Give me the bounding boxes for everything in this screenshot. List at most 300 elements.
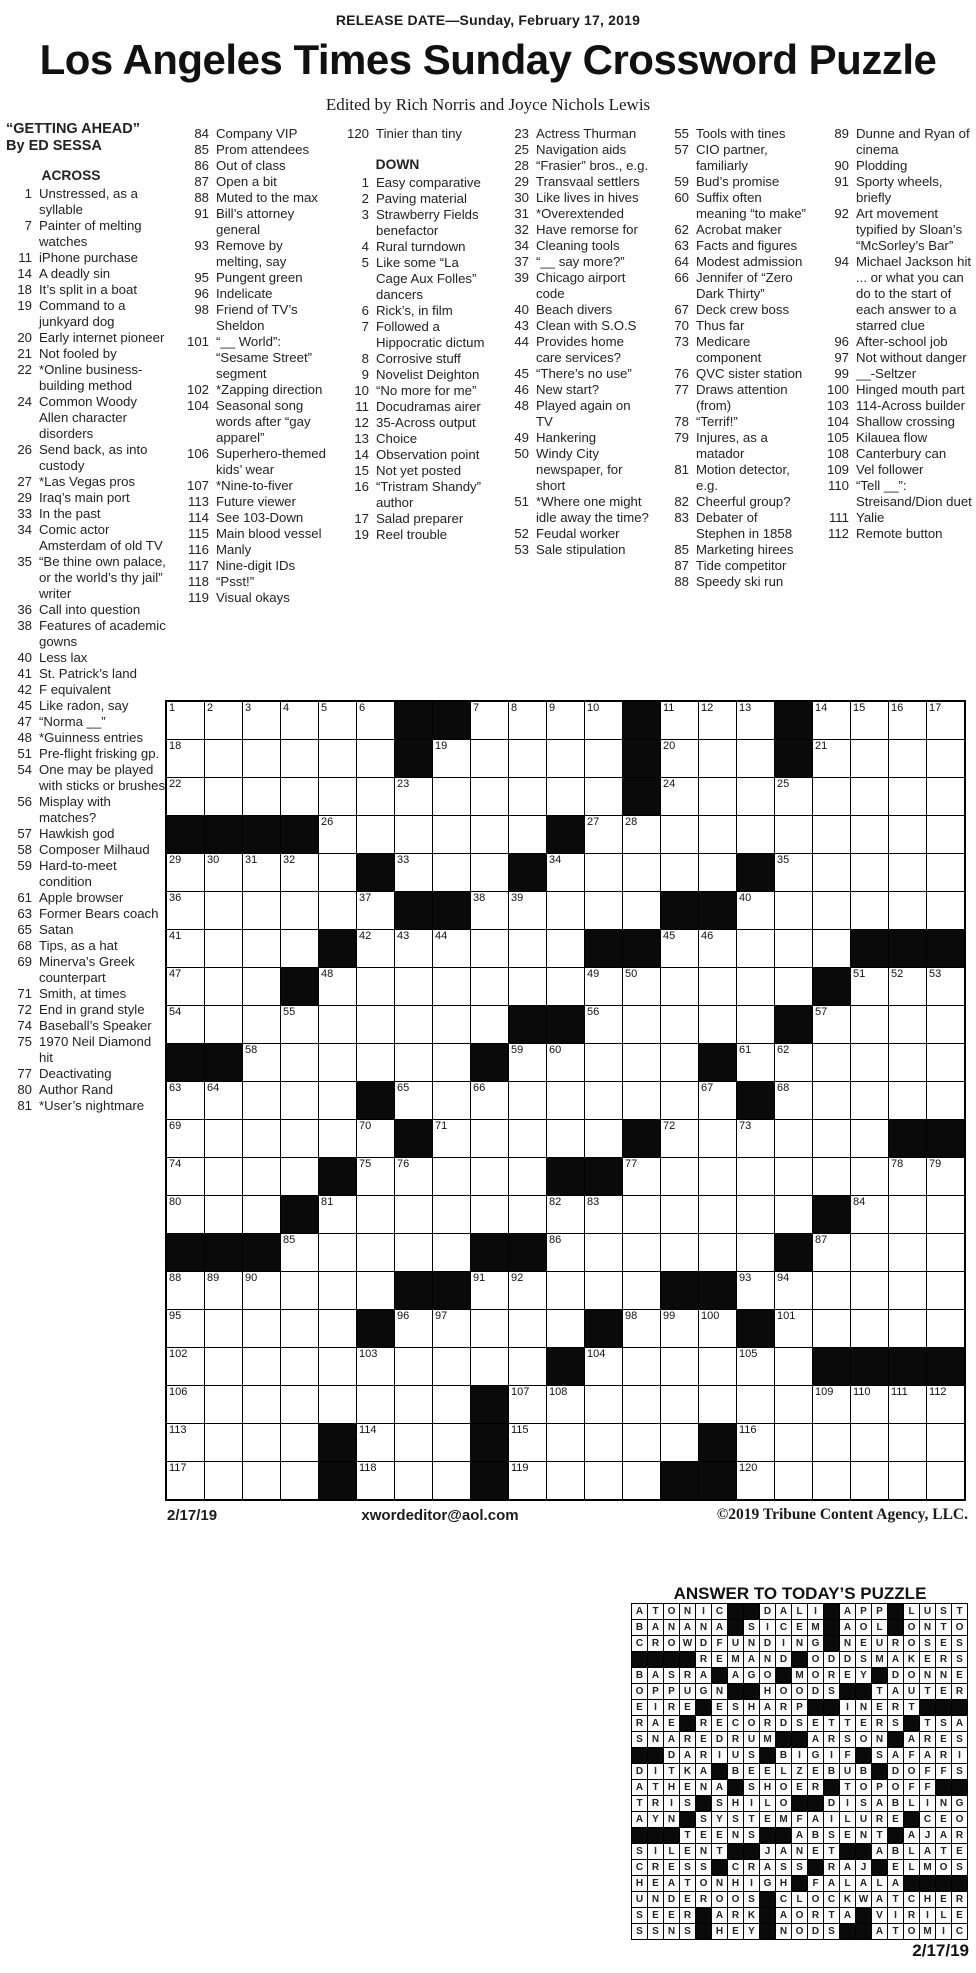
grid-cell bbox=[824, 1892, 839, 1907]
clue-number: 59 bbox=[674, 174, 689, 189]
grid-cell bbox=[632, 1860, 647, 1875]
grid-cell bbox=[281, 1120, 318, 1157]
clue bbox=[657, 142, 810, 174]
grid-cell bbox=[167, 740, 204, 777]
answer-letter: O bbox=[907, 1766, 916, 1777]
cell-number: 82 bbox=[549, 1196, 562, 1208]
answer-letter: L bbox=[668, 1846, 675, 1857]
grid-cell bbox=[357, 1006, 394, 1043]
clue-text: Command to a junkyard dog bbox=[39, 298, 126, 329]
grid-cell bbox=[904, 1780, 919, 1795]
clue bbox=[6, 218, 166, 250]
grid-cell bbox=[632, 1604, 647, 1619]
grid-cell bbox=[936, 1684, 951, 1699]
clue-number: 77 bbox=[674, 382, 689, 397]
clue-number: 57 bbox=[17, 826, 32, 841]
grid-cell bbox=[808, 1924, 823, 1939]
clue-column-6 bbox=[817, 126, 973, 542]
black-cell bbox=[167, 816, 204, 853]
grid-cell bbox=[776, 1748, 791, 1763]
grid-cell bbox=[744, 1812, 759, 1827]
answer-letter: C bbox=[715, 1606, 724, 1617]
clue bbox=[497, 382, 650, 398]
answer-letter: N bbox=[699, 1782, 708, 1793]
grid-cell bbox=[808, 1684, 823, 1699]
answer-letter: U bbox=[731, 1750, 740, 1761]
grid-cell bbox=[357, 1120, 394, 1157]
grid-cell bbox=[728, 1732, 743, 1747]
clue bbox=[657, 270, 810, 302]
grid-cell bbox=[509, 892, 546, 929]
grid-cell bbox=[888, 1748, 903, 1763]
grid-cell bbox=[281, 740, 318, 777]
grid-cell bbox=[699, 1348, 736, 1385]
grid-cell bbox=[920, 1748, 935, 1763]
cell-number: 52 bbox=[891, 968, 904, 980]
grid-cell bbox=[936, 1892, 951, 1907]
grid-cell bbox=[920, 1764, 935, 1779]
grid-cell bbox=[471, 1196, 508, 1233]
clue bbox=[497, 206, 650, 222]
clue-text: Remove by melting, say bbox=[216, 238, 287, 269]
clue-text: Tools with tines bbox=[696, 126, 786, 141]
cell-number: 38 bbox=[473, 892, 486, 904]
grid-cell bbox=[920, 1892, 935, 1907]
black-cell bbox=[775, 702, 812, 739]
grid-cell bbox=[808, 1764, 823, 1779]
clue bbox=[657, 318, 810, 334]
grid-cell bbox=[728, 1828, 743, 1843]
grid-cell bbox=[936, 1924, 951, 1939]
grid-cell bbox=[904, 1636, 919, 1651]
clue bbox=[6, 362, 166, 394]
clue-text: Corrosive stuff bbox=[376, 351, 461, 366]
grid-cell bbox=[547, 1386, 584, 1423]
answer-letter: F bbox=[940, 1766, 947, 1777]
grid-cell bbox=[920, 1604, 935, 1619]
answer-letter: H bbox=[635, 1878, 644, 1889]
across-clues-2 bbox=[177, 126, 328, 606]
grid-cell bbox=[737, 1158, 774, 1195]
clue-text: Superhero-themed kids’ wear bbox=[216, 446, 326, 477]
clue bbox=[337, 447, 488, 463]
answer-date: 2/17/19 bbox=[912, 1941, 969, 1960]
answer-letter: N bbox=[795, 1846, 804, 1857]
answer-letter: S bbox=[732, 1814, 739, 1825]
across-heading: ACROSS bbox=[41, 168, 101, 183]
grid-cell bbox=[920, 1908, 935, 1923]
grid-cell bbox=[648, 1812, 663, 1827]
grid-cell bbox=[205, 968, 242, 1005]
answer-letter: O bbox=[811, 1894, 820, 1905]
answer-letter: D bbox=[827, 1654, 836, 1665]
clue-text: “Frasier” bros., e.g. bbox=[536, 158, 649, 173]
cell-number: 93 bbox=[739, 1272, 752, 1284]
grid-cell bbox=[319, 1120, 356, 1157]
clue-number: 102 bbox=[186, 382, 209, 397]
grid-cell bbox=[776, 1716, 791, 1731]
grid-cell bbox=[712, 1924, 727, 1939]
answer-letter: A bbox=[875, 1926, 884, 1937]
grid-cell bbox=[243, 1424, 280, 1461]
answer-letter: O bbox=[907, 1926, 916, 1937]
cell-number: 7 bbox=[473, 702, 480, 714]
clue-text: Author Rand bbox=[39, 1082, 114, 1097]
grid-cell bbox=[433, 740, 470, 777]
clue-text: Feudal worker bbox=[536, 526, 620, 541]
clue-text: 1970 Neil Diamond hit bbox=[39, 1034, 152, 1065]
clue-number: 120 bbox=[346, 126, 369, 141]
answer-letter: A bbox=[843, 1606, 852, 1617]
answer-letter: S bbox=[796, 1718, 803, 1729]
grid-cell bbox=[760, 1700, 775, 1715]
answer-letter: T bbox=[716, 1846, 723, 1857]
clue-number: 100 bbox=[826, 382, 849, 397]
grid-cell bbox=[856, 1764, 871, 1779]
grid-cell bbox=[632, 1684, 647, 1699]
down-clues-2 bbox=[497, 126, 650, 558]
cell-number: 113 bbox=[169, 1424, 187, 1436]
grid-cell bbox=[661, 816, 698, 853]
clue-text: Call into question bbox=[39, 602, 141, 617]
clue bbox=[497, 334, 650, 366]
clue-text: Hawkish god bbox=[39, 826, 115, 841]
edited-by: Edited by Rich Norris and Joyce Nichols Lewis bbox=[325, 95, 651, 114]
clue bbox=[657, 510, 810, 542]
answer-letter: O bbox=[907, 1622, 916, 1633]
clue-text: *Las Vegas pros bbox=[39, 474, 136, 489]
clue bbox=[817, 414, 973, 430]
grid-cell bbox=[433, 1386, 470, 1423]
grid-cell bbox=[509, 1386, 546, 1423]
grid-cell bbox=[167, 1196, 204, 1233]
grid-cell bbox=[395, 1044, 432, 1081]
clue bbox=[6, 650, 166, 666]
clue bbox=[6, 826, 166, 842]
black-cell bbox=[281, 816, 318, 853]
clue-text: QVC sister station bbox=[696, 366, 803, 381]
grid-cell bbox=[712, 1604, 727, 1619]
grid-cell bbox=[776, 1780, 791, 1795]
grid-cell bbox=[936, 1796, 951, 1811]
grid-cell bbox=[775, 1310, 812, 1347]
answer-letter: W bbox=[858, 1894, 869, 1905]
clue bbox=[497, 302, 650, 318]
grid-cell bbox=[661, 1386, 698, 1423]
grid-cell bbox=[696, 1764, 711, 1779]
cell-number: 116 bbox=[739, 1424, 757, 1436]
clue-number: 9 bbox=[361, 367, 369, 382]
answer-letter: A bbox=[875, 1846, 884, 1857]
clue-text: Strawberry Fields benefactor bbox=[376, 207, 479, 238]
clue bbox=[177, 590, 328, 606]
grid-cell bbox=[319, 968, 356, 1005]
grid-cell bbox=[243, 1044, 280, 1081]
black-cell bbox=[433, 1272, 470, 1309]
grid-cell bbox=[776, 1860, 791, 1875]
grid-cell bbox=[744, 1636, 759, 1651]
grid-cell bbox=[632, 1892, 647, 1907]
grid-cell bbox=[680, 1828, 695, 1843]
grid-cell bbox=[632, 1732, 647, 1747]
clue-text: CIO partner, familiarly bbox=[696, 142, 768, 173]
cell-number: 44 bbox=[435, 930, 448, 942]
clue-text: Choice bbox=[376, 431, 418, 446]
grid-cell bbox=[680, 1780, 695, 1795]
clue-number: 7 bbox=[361, 319, 369, 334]
cell-number: 5 bbox=[321, 702, 328, 714]
grid-cell bbox=[856, 1780, 871, 1795]
grid-cell bbox=[813, 1234, 850, 1271]
cell-number: 75 bbox=[359, 1158, 372, 1170]
clue bbox=[657, 366, 810, 382]
answer-letter: G bbox=[811, 1750, 820, 1761]
answer-letter: Y bbox=[748, 1926, 755, 1937]
cell-number: 108 bbox=[549, 1386, 568, 1398]
answer-letter: C bbox=[779, 1894, 788, 1905]
grid-cell bbox=[680, 1748, 695, 1763]
grid-cell bbox=[243, 1196, 280, 1233]
black-cell bbox=[856, 1908, 871, 1923]
grid-cell bbox=[357, 740, 394, 777]
black-cell bbox=[904, 1876, 919, 1891]
answer-letter: R bbox=[955, 1894, 964, 1905]
black-cell bbox=[889, 930, 926, 967]
black-cell bbox=[856, 1684, 871, 1699]
black-cell bbox=[712, 1860, 727, 1875]
grid-cell bbox=[167, 778, 204, 815]
grid-cell bbox=[851, 1424, 888, 1461]
answer-letter: N bbox=[923, 1670, 932, 1681]
grid-cell bbox=[851, 1272, 888, 1309]
clue-number: 34 bbox=[514, 238, 529, 253]
cell-number: 10 bbox=[587, 702, 600, 714]
cell-number: 59 bbox=[511, 1044, 524, 1056]
grid-cell bbox=[433, 1120, 470, 1157]
grid-cell bbox=[585, 1234, 622, 1271]
grid-cell bbox=[936, 1604, 951, 1619]
black-cell bbox=[936, 1876, 951, 1891]
grid-cell bbox=[775, 1272, 812, 1309]
cell-number: 46 bbox=[701, 930, 714, 942]
grid-cell bbox=[699, 778, 736, 815]
crossword-grid bbox=[165, 700, 966, 1501]
answer-letter: E bbox=[860, 1638, 867, 1649]
answer-letter: S bbox=[828, 1926, 835, 1937]
grid-cell bbox=[728, 1860, 743, 1875]
clue-text: 35-Across output bbox=[376, 415, 476, 430]
clue bbox=[497, 494, 650, 526]
clue-text: Visual okays bbox=[216, 590, 290, 605]
black-cell bbox=[920, 1700, 935, 1715]
cell-number: 114 bbox=[359, 1424, 377, 1436]
answer-heading: ANSWER TO TODAY’S PUZZLE bbox=[673, 1584, 927, 1603]
clue-number: 95 bbox=[194, 270, 209, 285]
grid-cell bbox=[696, 1636, 711, 1651]
grid-cell bbox=[888, 1764, 903, 1779]
grid-cell bbox=[840, 1668, 855, 1683]
clue bbox=[6, 1066, 166, 1082]
clue bbox=[177, 494, 328, 510]
grid-cell bbox=[664, 1620, 679, 1635]
grid-cell bbox=[936, 1652, 951, 1667]
grid-cell bbox=[872, 1652, 887, 1667]
black-cell bbox=[585, 1158, 622, 1195]
grid-cell bbox=[927, 702, 964, 739]
grid-cell bbox=[904, 1604, 919, 1619]
clue bbox=[6, 602, 166, 618]
clue-text: Hankering bbox=[536, 430, 597, 445]
grid-cell bbox=[775, 1120, 812, 1157]
answer-letter: H bbox=[747, 1702, 756, 1713]
black-cell bbox=[696, 1924, 711, 1939]
grid-cell bbox=[699, 816, 736, 853]
answer-letter: D bbox=[811, 1926, 820, 1937]
grid-cell bbox=[824, 1668, 839, 1683]
clue-text: Remote button bbox=[856, 526, 943, 541]
grid-cell bbox=[205, 1196, 242, 1233]
clue bbox=[177, 398, 328, 446]
cell-number: 103 bbox=[359, 1348, 378, 1360]
grid-cell bbox=[281, 1272, 318, 1309]
grid-cell bbox=[808, 1828, 823, 1843]
answer-letter: E bbox=[940, 1638, 947, 1649]
clue-number: 52 bbox=[514, 526, 529, 541]
grid-cell bbox=[433, 1310, 470, 1347]
clue bbox=[6, 922, 166, 938]
black-cell bbox=[585, 930, 622, 967]
grid-cell bbox=[775, 1158, 812, 1195]
cell-number: 92 bbox=[511, 1272, 524, 1284]
grid-cell bbox=[888, 1924, 903, 1939]
answer-letter: O bbox=[811, 1670, 820, 1681]
clue bbox=[337, 511, 488, 527]
grid-cell bbox=[824, 1716, 839, 1731]
clue-number: 109 bbox=[826, 462, 849, 477]
grid-cell bbox=[664, 1812, 679, 1827]
grid-cell bbox=[281, 702, 318, 739]
grid-cell bbox=[952, 1908, 967, 1923]
clue-number: 108 bbox=[826, 446, 849, 461]
grid-cell bbox=[744, 1828, 759, 1843]
down-clues-3 bbox=[657, 126, 810, 590]
clue-text: “No more for me” bbox=[376, 383, 477, 398]
clue-number: 73 bbox=[674, 334, 689, 349]
cell-number: 89 bbox=[207, 1272, 220, 1284]
grid-cell bbox=[699, 1120, 736, 1157]
grid-cell bbox=[680, 1620, 695, 1635]
grid-cell bbox=[920, 1732, 935, 1747]
grid-cell bbox=[632, 1620, 647, 1635]
grid-cell bbox=[936, 1844, 951, 1859]
grid-cell bbox=[888, 1668, 903, 1683]
black-cell bbox=[888, 1620, 903, 1635]
clue bbox=[6, 1002, 166, 1018]
answer-letter: I bbox=[718, 1750, 721, 1761]
grid-cell bbox=[664, 1684, 679, 1699]
clue-text: Kilauea flow bbox=[856, 430, 928, 445]
black-cell bbox=[952, 1876, 967, 1891]
answer-letter: L bbox=[876, 1878, 883, 1889]
across-clues-3 bbox=[337, 126, 488, 142]
black-cell bbox=[712, 1764, 727, 1779]
grid-cell bbox=[509, 778, 546, 815]
answer-letter: G bbox=[763, 1878, 772, 1889]
answer-letter: E bbox=[716, 1718, 723, 1729]
grid-cell bbox=[712, 1684, 727, 1699]
grid-cell bbox=[281, 1044, 318, 1081]
black-cell bbox=[395, 1120, 432, 1157]
grid-cell bbox=[547, 1234, 584, 1271]
grid-cell bbox=[696, 1748, 711, 1763]
answer-letter: N bbox=[651, 1894, 660, 1905]
grid-cell bbox=[889, 740, 926, 777]
grid-cell bbox=[205, 1424, 242, 1461]
black-cell bbox=[632, 1828, 647, 1843]
grid-cell bbox=[776, 1844, 791, 1859]
grid-cell bbox=[737, 1348, 774, 1385]
grid-cell bbox=[792, 1604, 807, 1619]
cell-number: 73 bbox=[739, 1120, 752, 1132]
answer-letter: A bbox=[651, 1718, 660, 1729]
grid-cell bbox=[661, 1310, 698, 1347]
clue-text: Main blood vessel bbox=[216, 526, 322, 541]
grid-cell bbox=[648, 1780, 663, 1795]
grid-cell bbox=[927, 1158, 964, 1195]
clue-column-2 bbox=[177, 126, 328, 606]
grid-cell bbox=[696, 1860, 711, 1875]
clue-text: Tide competitor bbox=[696, 558, 787, 573]
clue-column-5 bbox=[657, 126, 810, 590]
grid-cell bbox=[632, 1636, 647, 1651]
clue bbox=[6, 186, 166, 218]
clue-number: 12 bbox=[354, 415, 369, 430]
grid-cell bbox=[824, 1748, 839, 1763]
grid-cell bbox=[680, 1860, 695, 1875]
answer-letter: T bbox=[876, 1830, 883, 1841]
answer-letter: J bbox=[924, 1830, 931, 1841]
clue-text: Cleaning tools bbox=[536, 238, 620, 253]
grid-cell bbox=[205, 1272, 242, 1309]
clue bbox=[657, 334, 810, 366]
black-cell bbox=[699, 1044, 736, 1081]
grid-cell bbox=[357, 1348, 394, 1385]
grid-cell bbox=[205, 1120, 242, 1157]
answer-letter: E bbox=[876, 1702, 883, 1713]
grid-cell bbox=[840, 1652, 855, 1667]
clue-text: Followed a Hippocratic dictum bbox=[376, 319, 485, 350]
grid-cell bbox=[936, 1732, 951, 1747]
clue-text: Easy comparative bbox=[376, 175, 481, 190]
grid-cell bbox=[936, 1748, 951, 1763]
black-cell bbox=[792, 1876, 807, 1891]
grid-cell bbox=[433, 1424, 470, 1461]
grid-cell bbox=[872, 1844, 887, 1859]
black-cell bbox=[623, 930, 660, 967]
clue-number: 35 bbox=[17, 554, 32, 569]
grid-cell bbox=[661, 778, 698, 815]
answer-letter: A bbox=[779, 1910, 788, 1921]
grid-cell bbox=[664, 1732, 679, 1747]
clue-text: Not without danger bbox=[856, 350, 967, 365]
grid-cell bbox=[699, 1158, 736, 1195]
answer-letter: I bbox=[654, 1846, 657, 1857]
grid-cell bbox=[856, 1668, 871, 1683]
answer-letter: R bbox=[763, 1718, 772, 1729]
clue-text: “Be thine own palace, or the world’s thy jail” writer bbox=[39, 554, 166, 601]
answer-letter: O bbox=[795, 1686, 804, 1697]
grid-cell bbox=[776, 1700, 791, 1715]
